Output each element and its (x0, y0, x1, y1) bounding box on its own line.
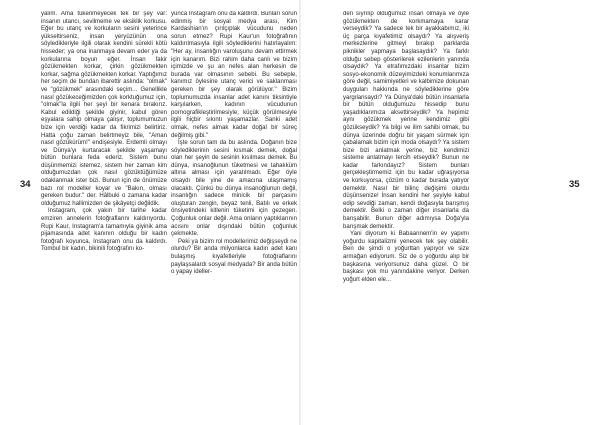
paragraph: yunca Instagram onu da kaldırdı. Bunları sorun edinmiş bir sosyal medya arası, Kim Kardashian'ın çırılçıplak vücudunu neden sorun etmez? Rupi Kaur'un fotoğrafının kaldırılmasıyla ilgili söylediklerini hatırlayalım: "Her ay, insanlığın varoluşunu devam ettirmek için kanarım. Bizi rahim daha canlı ve bizim içimizde ve şu an nefes alan herkesin de burada var olmasının sebebi. Bu sebeple, kanımız öylesine utanç verici ve saklanması gereken bir şey olarak görülüyor." Bizim toplumumuzda insanlar adet kanını tiksintiyle karşılarken, kadının vücudunun pornografikleştirilmesiyle, küçük görülmesiyle ilgili hiçbir sıkıntı yaşamazlar. Sanki adet olmak, nefes almak kadar doğal bir süreç değilmiş gibi." (171, 11, 297, 139)
page-gutter (299, 0, 301, 425)
right-page-number: 35 (569, 179, 580, 190)
paragraph: Yani diyorum ki Babaannem'in ev yapımı yoğurdu kapitalizmi yenecek tek şey olabilir. Ben de şimdi o yoğurttan yapıyor ve size armağan ediyorum. Siz de o yoğurdu alıp bir başkasına veriyorsunuz daha güzel. O bir başkası yok mu yanındakine veriyor. Derken yoğurt elden ele... (343, 231, 469, 283)
paragraph: Peki ya bizim rol modellerimiz değişseydi ne olurdu? Bir anda milyonlarca kadın adet kanı bulaşmış kıyafetleriyle fotoğraflarını paylaşsalardı sosyal medyada? Bir anda bütün o yapay ideller- (171, 238, 297, 276)
text-column-3 (343, 11, 469, 421)
paragraph: yalım. Ama tükenmeyecek tek bir şey var: insanın utancı, sevilmeme ve eksiklik korkusu. Eğer bu utanç ve korkuların sesini yeterince yükseltirseniz, insan yeryüzünün ona söyledikleriyle ilgili olarak kendini sürekli kötü hisseder; ya ona inanmaya devam eder ya da korkularına boyun eğer. İnsan fakir gözükmekten korkar, çirkin gözükmekten korkar, sağma gözükmekten korkar. Yaptığımız her seçim de bundan ibarettir aslında: "olmak" ve "gözükmek" arasındaki seçim... Genellikle nasıl gözükeceğimizden çok korktuğumuz için, "olmak"la ilgili her şeyi bir kenara bırakırız. Kabul edildiği şekilde giyinir, kabul gören eşyalara sahip olmaya çalışır, toplumumuzun bize için verdiği kadar da fikrimizi belirtiriz. Hatta çoğu zaman belirtmeyiz bile, "Aman nasıl gözükürüm!" endişesiyle. Erdemli olmayı ve Dünya'yı kurtaracak şekilde yaşamayı bütün bunlara feda ederiz. Sistem bunu düşünmemizi istemez, sistem her zaman kim olduğumuzdan çok nasıl gözüktüğümüze odaklanmak ister bizi. Bunun için de önümüze bazı rol modeller koyar ve "Bakın, olması gereken budur." der. Hâlbuki o zamana kadar olduğumuz hallimizden de şikâyetçi değildik. (41, 11, 167, 207)
text-column-2 (171, 11, 297, 421)
paragraph: Instagram, çok yakın bir tarihe kadar emziren annelerin fotoğraflarını kaldırıyordu. Rupi Kaur, Instagram'a tamamıyla giyinik ama pijamasında adet kanının olduğu bir kadın fotoğrafı koyunca, Instagram onu da kaldırdı. Tombul bir kadın, bikinili fotoğrafını ko- (41, 208, 167, 253)
paragraph: İşte sorun tam da bu aslında. Doğanın bize söylediklerinin sesini kısmak demek, doğal olan her şeyin de sesinin kısılması demek. Bu dünya, insanoğlunun tüketmesi ve tahakküm altına alması için yaratılmadı. Eğer öyle olsaydı bile yine de amacına ulaşmamış olacaktı. Çünkü bu dünya insanoğlunun değil, insanlığın sadece minicik bir parçasını oluşturan zengin, beyaz tenli, Batılı ve erkek önsiyetindeki kitlenin tüketimi için gezegen. Çoğunluk onlar değil. Ama onların yaptıklarının acısını onlar dışındaki bütün çoğunluk çekmekte. (171, 140, 297, 238)
text-column-1 (41, 11, 167, 421)
paragraph: den sıyrılıp olduğumuz insan olmaya ve öyle gözükmekten de korkmamaya karar verseydik? Ya sadece tek bir ayakkabımız, iki üç parça kıyafetimiz olsaydı? Ya alışveriş merkezlerine gitmeyi bırakıp parklarda piknikler yapmaya başlasaydık? Ya farklı olduğu sebep gösterilerek ezilenlerin yanında olsaydık? Ya etrafımızdaki insanlar bizim sosyo-ekonomik düzeyimizdeki konumlarımıza göre değil, samimiyetleri ve kalbimize dokunan duyguları hakkında ne söylediklerine göre yargılansaydı? Ya Dünya'daki bütün insanlarla bir bütün olduğumuzu hissedip bunu yaşadıklarımıza aksettirseydik? Ya hepimiz aynı gözükmek yerine kendimiz gibi gözükseydik? Ya bilgi ve ilim sahibi olmak, bu dünya üzerinde doğru bir yaşam sürmek için çabalamak bizim için moda olsaydı? Ya sistem bize bizi anlatmak yerine, biz kendimizi sisteme anlatmayı tercih etseydik? Bunun ne kadar farkındayız? Sistem bunları gerçekleştirmemiz için bu kadar uğraşıyorsa ve korkuyorsa, çözüm o kadar burada yatıyor demektir. Nasıl bir bilinç değişimi olurdu düşünsenize! İnsan kendini her şeyiyle kabul edip sevdiği zaman, kendi doğasıyla barışmış demektir. Belki o zaman diğer insanlarla da barışabilir. Bunun diğer adımıysa Doğa'yla barışmak demektir. (343, 11, 469, 230)
left-page-number: 34 (20, 179, 31, 190)
